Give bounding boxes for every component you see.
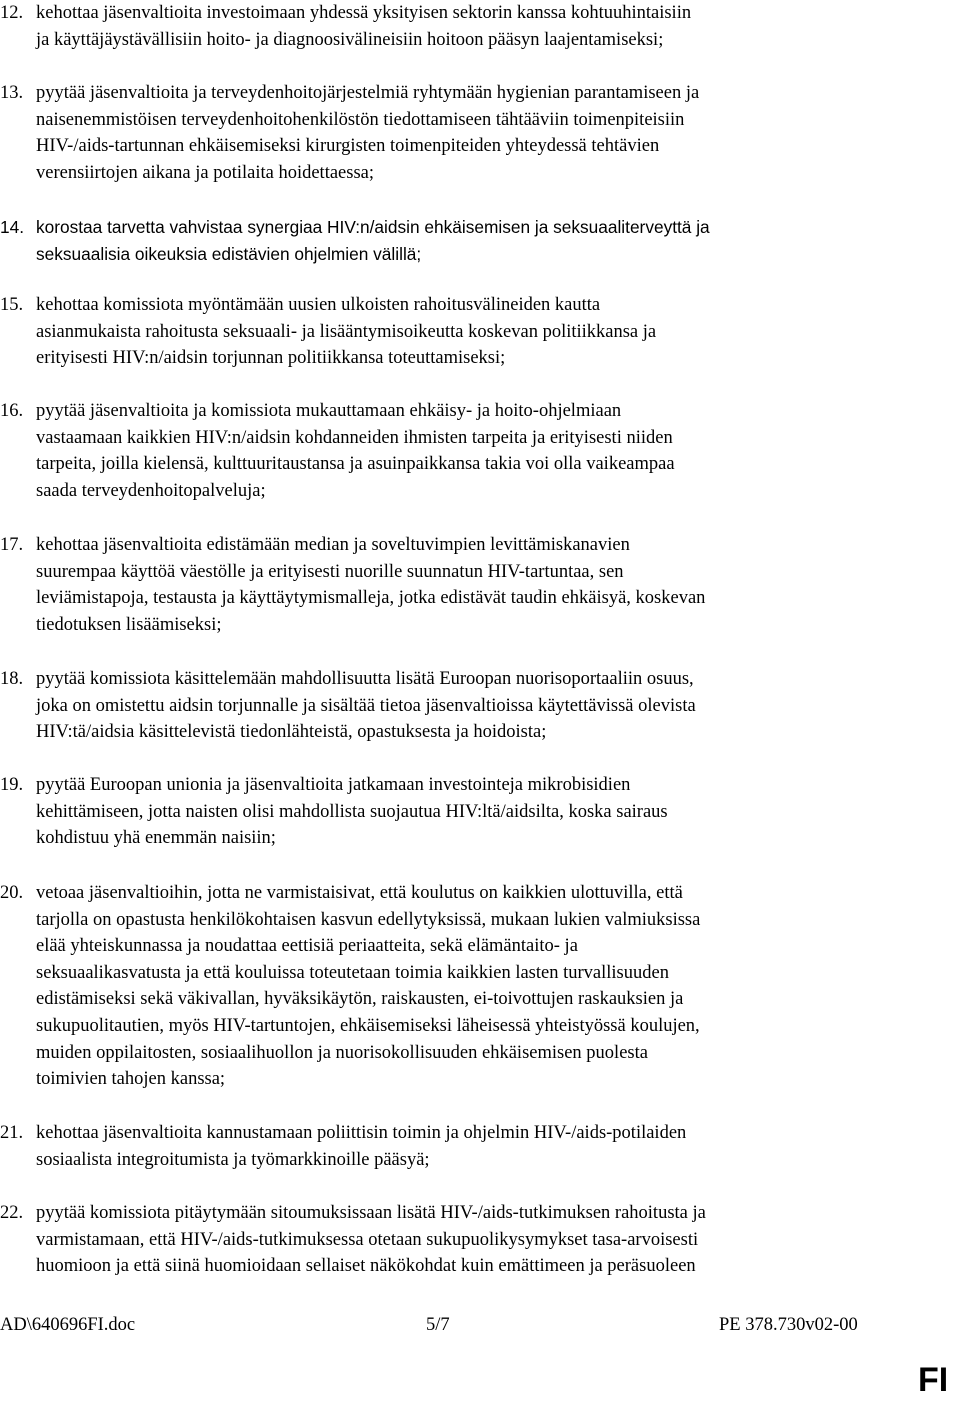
paragraph-number: 15.	[0, 295, 24, 315]
paragraph-number: 21.	[0, 1123, 24, 1143]
text-line: suurempaa käyttöä väestölle ja erityisesti nuorille suunnatun HIV-tartuntaa, sen	[36, 561, 624, 582]
paragraph-number: 18.	[0, 669, 24, 689]
text-line: vastaamaan kaikkien HIV:n/aidsin kohdanneiden ihmisten tarpeita ja erityisesti niiden	[36, 427, 673, 448]
text-line: muiden oppilaitosten, sosiaalihuollon ja nuorisokollisuuden ehkäisemisen puolesta	[36, 1042, 648, 1063]
paragraph-text	[36, 398, 900, 504]
text-line: sosiaalista integroitumista ja työmarkkinoille pääsyä;	[36, 1149, 430, 1170]
text-line: pyytää komissiota pitäytymään sitoumuksissaan lisätä HIV-/aids-tutkimuksen rahoitusta ja	[36, 1203, 706, 1223]
text-line: kohdistuu yhä enemmän naisiin;	[36, 828, 276, 849]
text-line: sukupuolitautien, myös HIV-tartuntojen, ehkäisemiseksi läheisessä yhteistyössä koulujen,	[36, 1015, 700, 1036]
paragraph-number: 20.	[0, 883, 24, 903]
text-line: pyytää jäsenvaltioita ja komissiota mukauttamaan ehkäisy- ja hoito-ohjelmiaan	[36, 401, 622, 421]
paragraph-number: 12.	[0, 3, 24, 23]
text-line: naisenemmistöisen terveydenhoitohenkilöstön tiedottamiseen tähtääviin toimenpiteisiin	[36, 109, 685, 130]
paragraph-text	[36, 292, 900, 372]
text-line: tiedotuksen lisäämiseksi;	[36, 614, 222, 635]
paragraph-text	[36, 0, 900, 53]
text-line: saada terveydenhoitopalveluja;	[36, 480, 266, 501]
text-line: tarpeita, joilla kielensä, kulttuuritaustansa ja asuinpaikkansa takia voi olla vaikeampaa	[36, 454, 675, 475]
text-line: edistämiseksi sekä väkivallan, hyväksikäytön, raiskausten, ei-toivottujen raskauksien ja	[36, 989, 684, 1010]
paragraph-number: 13.	[0, 83, 24, 103]
text-line: pyytää Euroopan unionia ja jäsenvaltioita jatkamaan investointeja mikrobisidien	[36, 775, 631, 795]
text-line: ja käyttäjäystävällisiin hoito- ja diagnoosivälineisiin hoitoon pääsyn laajentamiseksi;	[36, 29, 664, 50]
text-line: seksuaalikasvatusta ja että kouluissa toteutetaan toimia kaikkien lasten turvallisuuden	[36, 962, 669, 983]
text-line: asianmukaista rahoitusta seksuaali- ja lisääntymisoikeutta koskevan politiikkansa ja	[36, 321, 657, 342]
footer-page-number: 5/7	[426, 1315, 450, 1335]
text-line: kehottaa jäsenvaltioita edistämään median ja soveltuvimpien levittämiskanavien	[36, 535, 630, 555]
paragraph-text	[36, 80, 900, 186]
text-line: HIV:tä/aidsia käsittelevistä tiedonlähteistä, opastuksesta ja hoidoista;	[36, 722, 547, 743]
text-line: joka on omistettu aidsin torjunnalle ja sisältää tietoa jäsenvaltioissa käytettävissä olevista	[36, 695, 696, 716]
text-line: varmistamaan, että HIV-/aids-tutkimuksessa otetaan sukupuolikysymykset tasa-arvoisesti	[36, 1229, 699, 1250]
paragraph-text	[36, 772, 900, 852]
text-line: kehottaa jäsenvaltioita kannustamaan poliittisin toimin ja ohjelmin HIV-/aids-potilaiden	[36, 1123, 687, 1143]
paragraph-number: 19.	[0, 775, 24, 795]
paragraph-number: 16.	[0, 401, 24, 421]
paragraph-number: 22.	[0, 1203, 24, 1223]
footer-doc-id: AD\640696FI.doc	[0, 1315, 136, 1335]
text-line: vetoaa jäsenvaltioihin, jotta ne varmistaisivat, että koulutus on kaikkien ulottuvilla, että	[36, 883, 683, 903]
text-line: tarjolla on opastusta henkilökohtaisen kasvun edellytyksissä, mukaan lukien valmiuksissa	[36, 909, 701, 930]
paragraph-number: 14.	[0, 217, 25, 237]
footer-reference: PE 378.730v02-00	[719, 1315, 858, 1335]
text-line: pyytää komissiota käsittelemään mahdollisuutta lisätä Euroopan nuorisoportaaliin osuus,	[36, 669, 694, 689]
text-line: HIV-/aids-tartunnan ehkäisemiseksi kirurgisten toimenpiteiden yhteydessä tehtävien	[36, 136, 660, 157]
paragraph-text	[36, 1200, 900, 1280]
text-line: leviämistapoja, testausta ja käyttäytymismalleja, jotka edistävät taudin ehkäisyä, koskevan	[36, 588, 706, 609]
text-line: elää yhteiskunnassa ja noudattaa eettisiä periaatteita, sekä elämäntaito- ja	[36, 936, 578, 957]
text-line: verensiirtojen aikana ja potilaita hoidettaessa;	[36, 162, 375, 183]
page-footer	[0, 1310, 960, 1340]
paragraph-text	[36, 532, 900, 638]
text-line: erityisesti HIV:n/aidsin torjunnan politiikkansa toteuttamiseksi;	[36, 348, 506, 369]
text-line: seksuaalisia oikeuksia edistävien ohjelmien välillä;	[36, 243, 422, 264]
paragraph-number: 17.	[0, 535, 24, 555]
language-code: FI	[918, 1361, 949, 1399]
text-line: kehottaa komissiota myöntämään uusien ulkoisten rahoitusvälineiden kautta	[36, 295, 601, 315]
paragraph-text	[36, 666, 900, 746]
text-line: toimivien tahojen kanssa;	[36, 1069, 226, 1090]
text-line: korostaa tarvetta vahvistaa synergiaa HIV:n/aidsin ehkäisemisen ja seksuaaliterveyttä ja	[36, 217, 710, 237]
paragraph-text	[36, 214, 900, 267]
text-line: pyytää jäsenvaltioita ja terveydenhoitojärjestelmiä ryhtymään hygienian parantamiseen ja	[36, 83, 700, 103]
paragraph-text	[36, 1120, 900, 1173]
text-line: kehottaa jäsenvaltioita investoimaan yhdessä yksityisen sektorin kanssa kohtuuhintaisiin	[36, 3, 692, 23]
text-line: kehittämiseen, jotta naisten olisi mahdollista suojautua HIV:ltä/aidsilta, koska sairaus	[36, 801, 668, 822]
text-line: huomioon ja että siinä huomioidaan sellaiset näkökohdat kuin emättimeen ja peräsuoleen	[36, 1256, 696, 1277]
paragraph-text	[36, 880, 900, 1093]
